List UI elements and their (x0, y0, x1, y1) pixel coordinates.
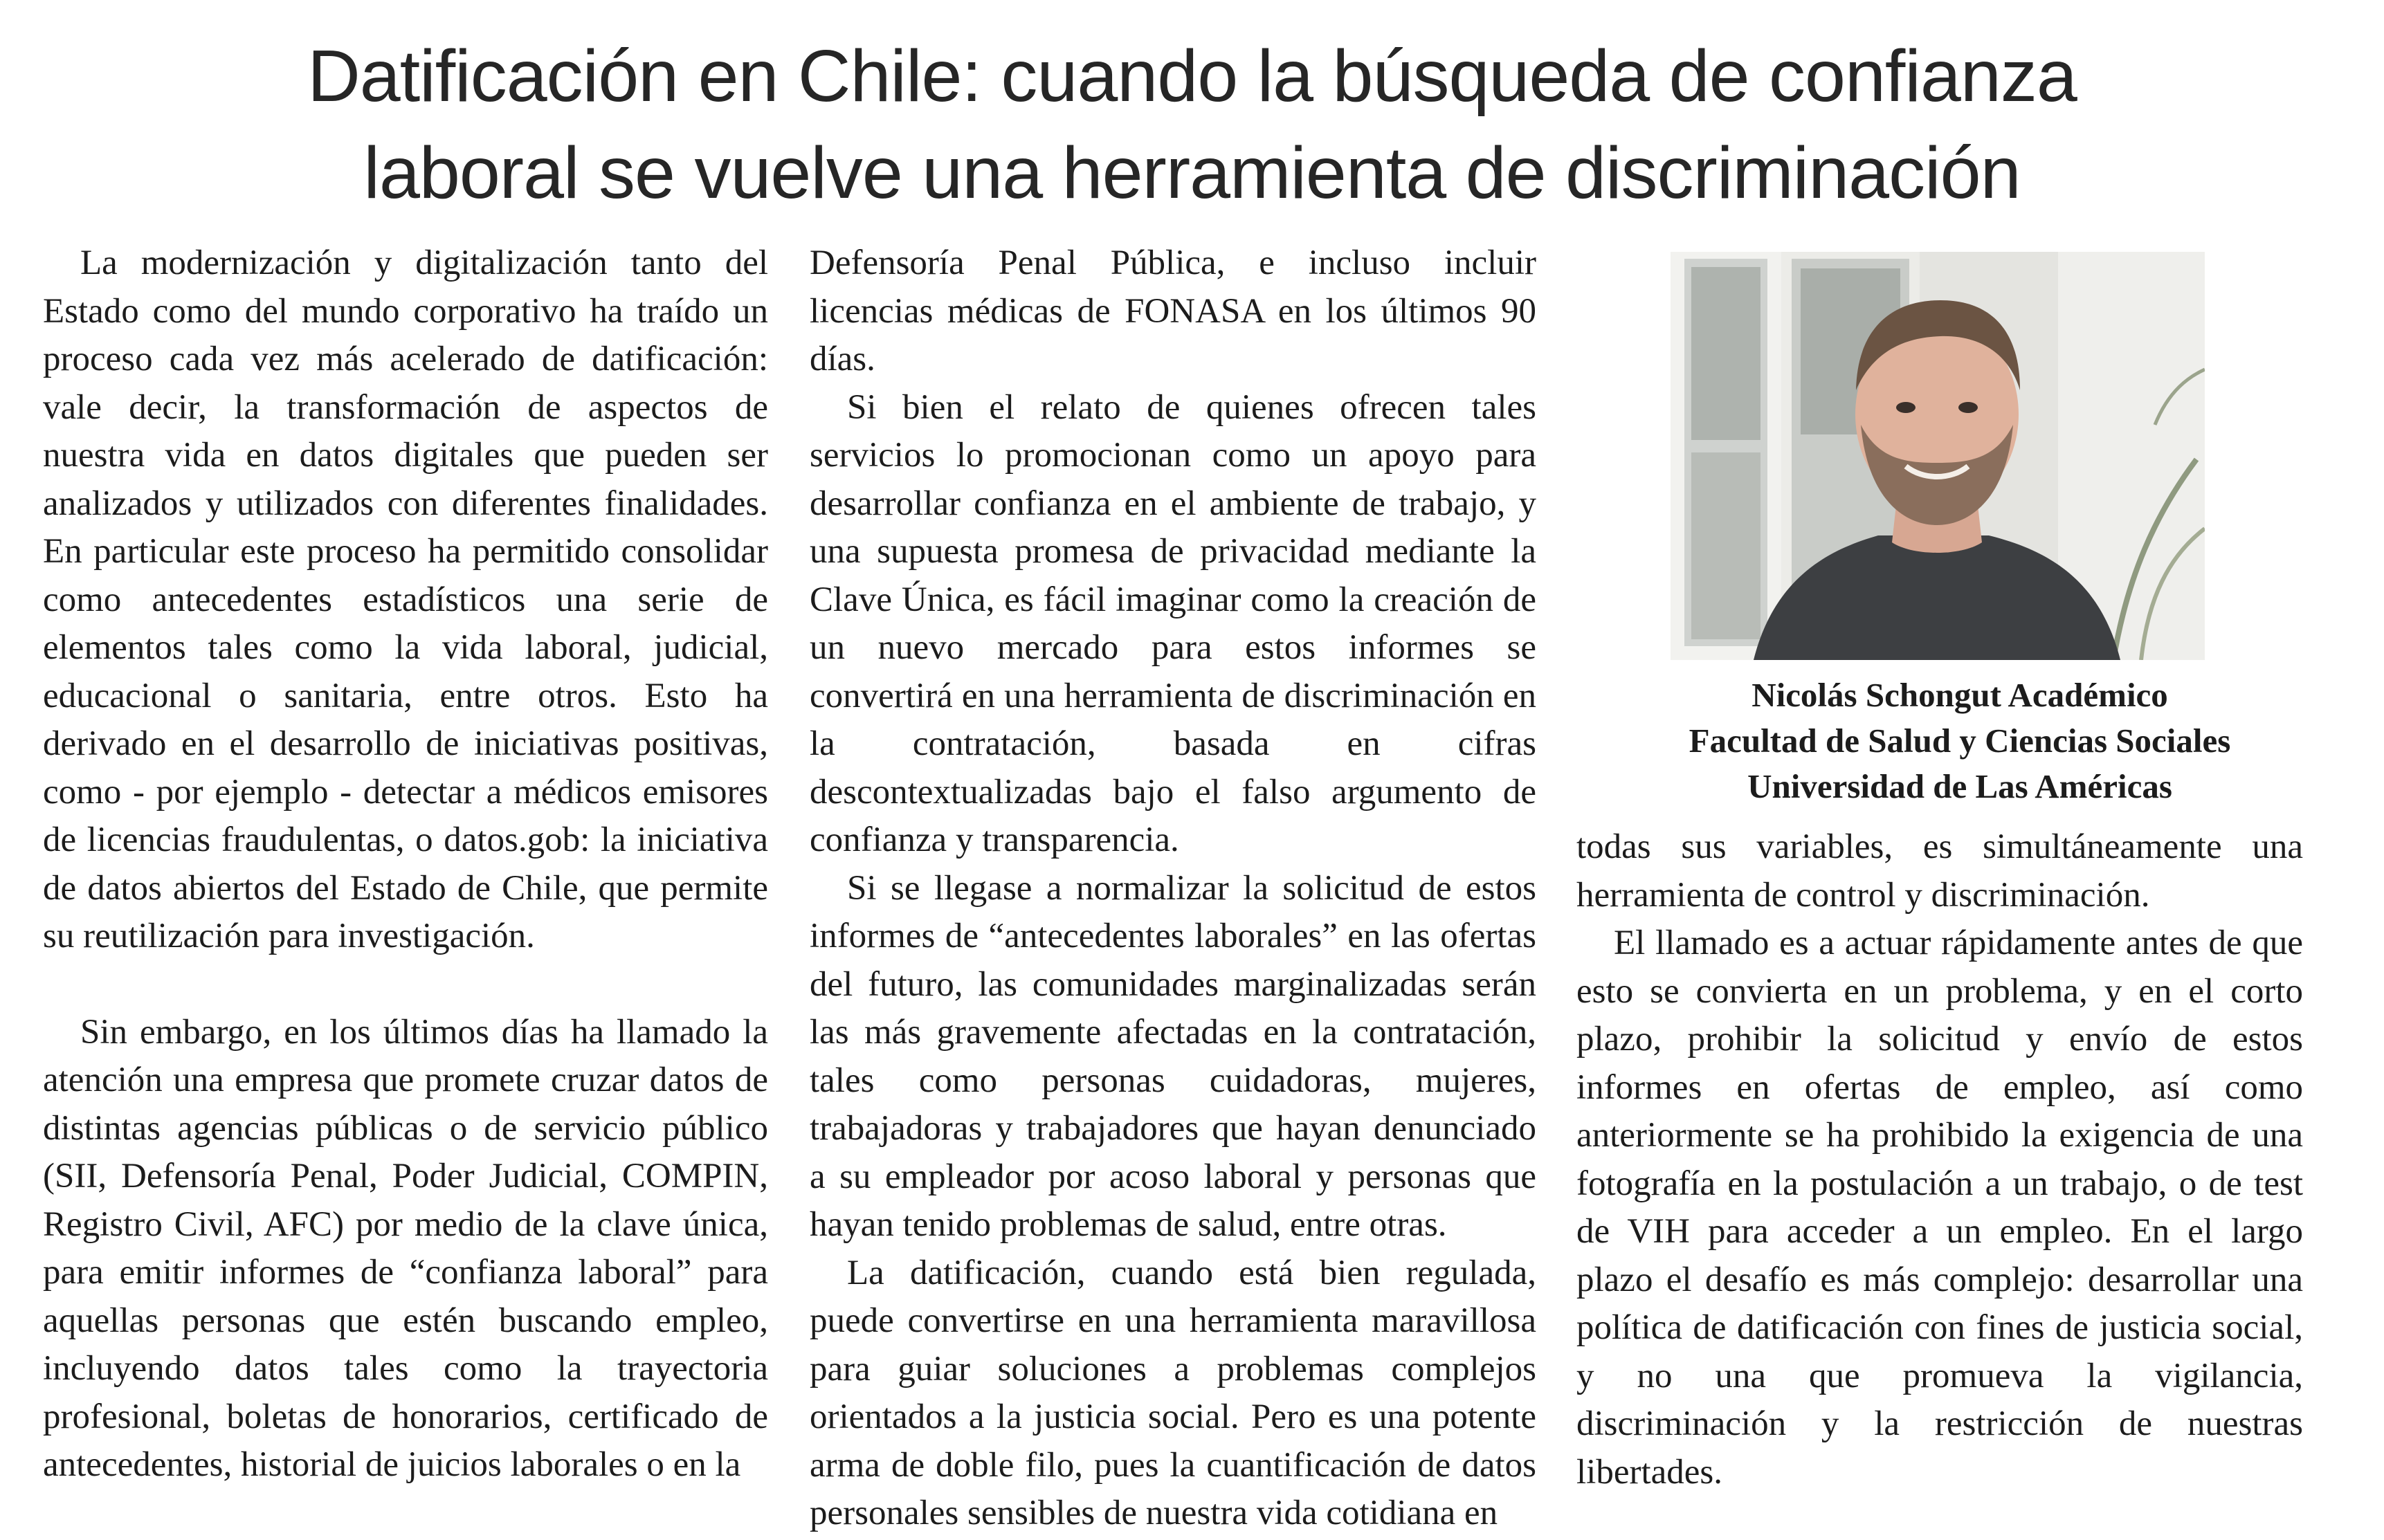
paragraph: La datificación, cuando está bien regulada, puede convertirse en una herramienta maravillosa para guiar soluciones a problemas complejos orientados a la justicia social. Pero es una potente arma de doble filo, pues la cuantificación de datos personales sensibles de nuestra vida cotidiana en (810, 1253, 1536, 1532)
paragraph: Si bien el relato de quienes ofrecen tales servicios lo promocionan como un apoyo para desarrollar confianza en el ambiente de trabajo, y una supuesta promesa de privacidad mediante la Clave Única, es fácil imaginar como la creación de un nuevo mercado para estos informes se convertirá en una herramienta de discriminación en la contratación, basada en cifras descontextualizadas bajo el falso argumento de confianza y transparencia. (810, 387, 1536, 859)
paragraph: Sin embargo, en los últimos días ha llamado la atención una empresa que promete cruzar datos de distintas agencias públicas o de servicio público (SII, Defensoría Penal, Poder Judicial, COMPIN, Registro Civil, AFC) por medio de la clave única, para emitir informes de “confianza laboral” para aquellas personas que estén buscando empleo, incluyendo datos tales como la trayectoria profesional, boletas de honorarios, certificado de antecedentes, historial de juicios laborales o en la (43, 1012, 768, 1484)
paragraph: La modernización y digitalización tanto del Estado como del mundo corporativo ha traído un proceso cada vez más acelerado de datificación: vale decir, la transformación de aspectos de nuestra vida en datos digitales que pueden ser analizados y utilizados con diferentes finalidades. En particular este proceso ha permitido consolidar como antecedentes estadísticos una serie de elementos tales como la vida laboral, judicial, educacional o sanitaria, entre otros. Esto ha derivado en el desarrollo de iniciativas positivas, como - por ejemplo - detectar a médicos emisores de licencias fraudulentas, o datos.gob: la iniciativa de datos abiertos del Estado de Chile, que permite su reutilización para investigación. (43, 244, 768, 955)
author-caption (1576, 672, 2343, 809)
paragraph: todas sus variables, es simultáneamente una herramienta de control y discriminación. (1576, 827, 2303, 915)
headline-line-1: Datificación en Chile: cuando la búsqueda de confianza (307, 35, 2077, 117)
paragraph: Defensoría Penal Pública, e incluso incluir licencias médicas de FONASA en los últimos 90 días. (810, 244, 1536, 378)
paragraph: Si se llegase a normalizar la solicitud de estos informes de “antecedentes laborales” en las ofertas del futuro, las comunidades marginalizadas serán las más gravemente afectadas en la contratación, tales como personas cuidadoras, mujeres, trabajadoras y trabajadores que hayan denunciado a su empleador por acoso laboral y personas que hayan tenido problemas de salud, entre otras. (810, 868, 1536, 1244)
article-headline (0, 28, 2384, 221)
article-column-1 (43, 239, 768, 1489)
author-photo (1671, 252, 2205, 660)
author-faculty: Facultad de Salud y Ciencias Sociales (1689, 722, 2231, 760)
author-name: Nicolás Schongut Académico (1751, 676, 2168, 714)
article-column-3 (1576, 823, 2303, 1496)
paragraph: El llamado es a actuar rápidamente antes de que esto se convierta en un problema, y en el corto plazo, prohibir la solicitud y envío de estos informes en ofertas de empleo, así como anteriormente se ha prohibido la exigencia de una fotografía en la postulación a un trabajo, o de test de VIH para acceder a un empleo. En el largo plazo el desafío es más complejo: desarrollar una política de datificación con fines de justicia social, y no una que promueva la vigilancia, discriminación y la restricción de nuestras libertades. (1576, 924, 2303, 1492)
author-university: Universidad de Las Américas (1747, 767, 2172, 805)
headline-line-2: laboral se vuelve una herramienta de discriminación (363, 132, 2021, 214)
article-column-2 (810, 239, 1536, 1538)
